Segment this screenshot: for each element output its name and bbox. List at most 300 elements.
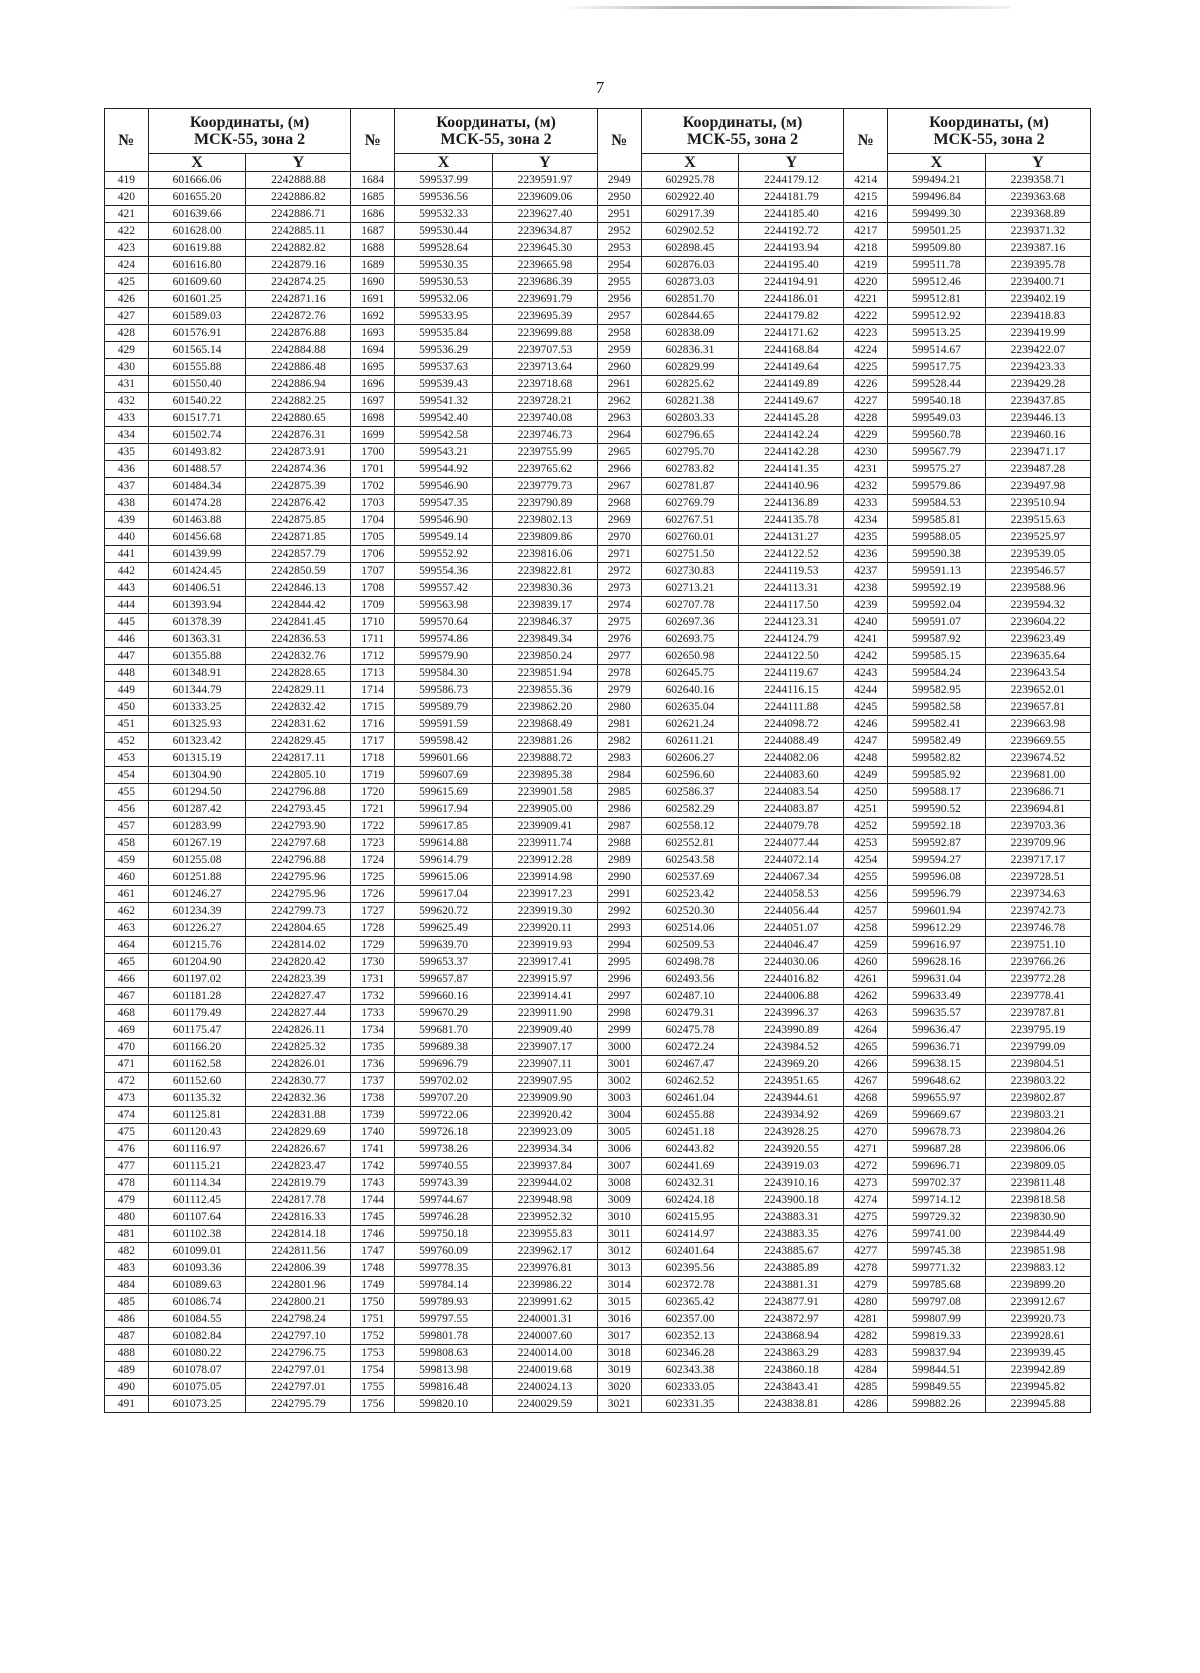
point-number: 462 (105, 903, 149, 920)
y-value: 2244058.53 (739, 886, 844, 903)
x-value: 599707.20 (395, 1090, 493, 1107)
x-value: 602917.39 (641, 206, 739, 223)
table-row (105, 682, 1091, 699)
x-value: 602844.65 (641, 308, 739, 325)
y-value: 2240014.00 (492, 1345, 597, 1362)
x-value: 602331.35 (641, 1396, 739, 1413)
y-value: 2243920.55 (739, 1141, 844, 1158)
x-value: 599614.88 (395, 835, 493, 852)
y-value: 2239899.20 (985, 1277, 1090, 1294)
y-value: 2242846.13 (246, 580, 351, 597)
x-value: 601267.19 (148, 835, 246, 852)
point-number: 4266 (844, 1056, 888, 1073)
point-number: 475 (105, 1124, 149, 1141)
point-number: 2956 (597, 291, 641, 308)
y-value: 2239627.40 (492, 206, 597, 223)
x-value: 599837.94 (888, 1345, 986, 1362)
x-value: 601576.91 (148, 325, 246, 342)
y-value: 2239728.21 (492, 393, 597, 410)
y-value: 2239766.26 (985, 954, 1090, 971)
table-row (105, 1192, 1091, 1209)
x-value: 601283.99 (148, 818, 246, 835)
point-number: 4223 (844, 325, 888, 342)
x-value: 599494.21 (888, 172, 986, 189)
y-value: 2244149.67 (739, 393, 844, 410)
x-value: 602713.21 (641, 580, 739, 597)
x-value: 602467.47 (641, 1056, 739, 1073)
y-value: 2239920.11 (492, 920, 597, 937)
x-value: 599615.06 (395, 869, 493, 886)
x-value: 601080.22 (148, 1345, 246, 1362)
x-value: 601666.06 (148, 172, 246, 189)
y-value: 2242823.39 (246, 971, 351, 988)
x-value: 599816.48 (395, 1379, 493, 1396)
y-value: 2242876.88 (246, 325, 351, 342)
y-value: 2244192.72 (739, 223, 844, 240)
x-value: 599702.02 (395, 1073, 493, 1090)
x-value: 601304.90 (148, 767, 246, 784)
y-value: 2239948.98 (492, 1192, 597, 1209)
x-value: 599542.58 (395, 427, 493, 444)
x-value: 601565.14 (148, 342, 246, 359)
x-value: 599592.18 (888, 818, 986, 835)
table-row (105, 920, 1091, 937)
y-value: 2239740.08 (492, 410, 597, 427)
x-value: 599589.79 (395, 699, 493, 716)
x-value: 599617.04 (395, 886, 493, 903)
y-value: 2239635.64 (985, 648, 1090, 665)
point-number: 4215 (844, 189, 888, 206)
y-value: 2244117.50 (739, 597, 844, 614)
x-value: 602898.45 (641, 240, 739, 257)
y-value: 2239986.22 (492, 1277, 597, 1294)
x-value: 599591.59 (395, 716, 493, 733)
y-value: 2243910.16 (739, 1175, 844, 1192)
y-value: 2242817.11 (246, 750, 351, 767)
y-value: 2242879.16 (246, 257, 351, 274)
point-number: 2996 (597, 971, 641, 988)
x-value: 599587.92 (888, 631, 986, 648)
y-value: 2239911.74 (492, 835, 597, 852)
y-value: 2244185.40 (739, 206, 844, 223)
header-y: Y (492, 154, 597, 172)
y-value: 2239699.88 (492, 325, 597, 342)
point-number: 4217 (844, 223, 888, 240)
point-number: 2980 (597, 699, 641, 716)
table-row (105, 1124, 1091, 1141)
y-value: 2239510.94 (985, 495, 1090, 512)
y-value: 2244179.12 (739, 172, 844, 189)
point-number: 1729 (351, 937, 395, 954)
point-number: 1692 (351, 308, 395, 325)
x-value: 601197.02 (148, 971, 246, 988)
point-number: 4251 (844, 801, 888, 818)
y-value: 2239944.02 (492, 1175, 597, 1192)
point-number: 452 (105, 733, 149, 750)
point-number: 451 (105, 716, 149, 733)
y-value: 2244179.82 (739, 308, 844, 325)
y-value: 2239952.32 (492, 1209, 597, 1226)
point-number: 1743 (351, 1175, 395, 1192)
y-value: 2239920.42 (492, 1107, 597, 1124)
table-row (105, 903, 1091, 920)
table-row (105, 835, 1091, 852)
y-value: 2239907.11 (492, 1056, 597, 1073)
y-value: 2242888.88 (246, 172, 351, 189)
table-row (105, 478, 1091, 495)
point-number: 2958 (597, 325, 641, 342)
y-value: 2239937.84 (492, 1158, 597, 1175)
y-value: 2239652.01 (985, 682, 1090, 699)
x-value: 602596.60 (641, 767, 739, 784)
point-number: 3018 (597, 1345, 641, 1362)
point-number: 1731 (351, 971, 395, 988)
x-value: 599528.44 (888, 376, 986, 393)
point-number: 448 (105, 665, 149, 682)
x-value: 601502.74 (148, 427, 246, 444)
y-value: 2244145.28 (739, 410, 844, 427)
y-value: 2239803.22 (985, 1073, 1090, 1090)
x-value: 599582.82 (888, 750, 986, 767)
header-coordinates-title: Координаты, (м) (436, 114, 556, 131)
y-value: 2239909.40 (492, 1022, 597, 1039)
table-row (105, 750, 1091, 767)
point-number: 423 (105, 240, 149, 257)
table-row (105, 1073, 1091, 1090)
x-value: 602606.27 (641, 750, 739, 767)
x-value: 601175.47 (148, 1022, 246, 1039)
x-value: 602821.38 (641, 393, 739, 410)
point-number: 4250 (844, 784, 888, 801)
point-number: 4218 (844, 240, 888, 257)
x-value: 601363.31 (148, 631, 246, 648)
x-value: 602479.31 (641, 1005, 739, 1022)
x-value: 602462.52 (641, 1073, 739, 1090)
table-row (105, 1311, 1091, 1328)
point-number: 471 (105, 1056, 149, 1073)
x-value: 599549.14 (395, 529, 493, 546)
y-value: 2239844.49 (985, 1226, 1090, 1243)
x-value: 602640.16 (641, 682, 739, 699)
x-value: 599681.70 (395, 1022, 493, 1039)
point-number: 1722 (351, 818, 395, 835)
point-number: 2994 (597, 937, 641, 954)
point-number: 2972 (597, 563, 641, 580)
y-value: 2242829.69 (246, 1124, 351, 1141)
x-value: 602586.37 (641, 784, 739, 801)
y-value: 2242844.42 (246, 597, 351, 614)
y-value: 2244006.88 (739, 988, 844, 1005)
x-value: 599807.99 (888, 1311, 986, 1328)
x-value: 602357.00 (641, 1311, 739, 1328)
y-value: 2242805.10 (246, 767, 351, 784)
point-number: 2987 (597, 818, 641, 835)
x-value: 602372.78 (641, 1277, 739, 1294)
point-number: 442 (105, 563, 149, 580)
x-value: 599586.73 (395, 682, 493, 699)
y-value: 2239795.19 (985, 1022, 1090, 1039)
y-value: 2243883.35 (739, 1226, 844, 1243)
point-number: 3005 (597, 1124, 641, 1141)
y-value: 2239917.41 (492, 954, 597, 971)
point-number: 2967 (597, 478, 641, 495)
point-number: 4279 (844, 1277, 888, 1294)
point-number: 4267 (844, 1073, 888, 1090)
point-number: 4237 (844, 563, 888, 580)
y-value: 2239358.71 (985, 172, 1090, 189)
header-coordinate-system: МСК-55, зона 2 (440, 131, 552, 148)
x-value: 602829.99 (641, 359, 739, 376)
header-coordinates (641, 109, 844, 154)
x-value: 599729.32 (888, 1209, 986, 1226)
point-number: 1694 (351, 342, 395, 359)
x-value: 601135.32 (148, 1090, 246, 1107)
x-value: 599536.56 (395, 189, 493, 206)
table-row (105, 1005, 1091, 1022)
point-number: 483 (105, 1260, 149, 1277)
point-number: 4260 (844, 954, 888, 971)
x-value: 599509.80 (888, 240, 986, 257)
y-value: 2243863.29 (739, 1345, 844, 1362)
point-number: 1736 (351, 1056, 395, 1073)
x-value: 599530.53 (395, 274, 493, 291)
x-value: 599740.55 (395, 1158, 493, 1175)
x-value: 599801.78 (395, 1328, 493, 1345)
point-number: 1698 (351, 410, 395, 427)
y-value: 2239694.81 (985, 801, 1090, 818)
y-value: 2243984.52 (739, 1039, 844, 1056)
y-value: 2239802.13 (492, 512, 597, 529)
y-value: 2239604.22 (985, 614, 1090, 631)
x-value: 601086.74 (148, 1294, 246, 1311)
y-value: 2244030.06 (739, 954, 844, 971)
x-value: 599819.33 (888, 1328, 986, 1345)
table-row (105, 716, 1091, 733)
y-value: 2243969.20 (739, 1056, 844, 1073)
x-value: 601616.80 (148, 257, 246, 274)
x-value: 602838.09 (641, 325, 739, 342)
y-value: 2242875.39 (246, 478, 351, 495)
y-value: 2239669.55 (985, 733, 1090, 750)
x-value: 602730.83 (641, 563, 739, 580)
x-value: 601323.42 (148, 733, 246, 750)
y-value: 2239945.88 (985, 1396, 1090, 1413)
point-number: 457 (105, 818, 149, 835)
point-number: 4226 (844, 376, 888, 393)
x-value: 601493.82 (148, 444, 246, 461)
x-value: 601112.45 (148, 1192, 246, 1209)
point-number: 1687 (351, 223, 395, 240)
point-number: 3012 (597, 1243, 641, 1260)
x-value: 599579.90 (395, 648, 493, 665)
point-number: 479 (105, 1192, 149, 1209)
point-number: 469 (105, 1022, 149, 1039)
y-value: 2239914.98 (492, 869, 597, 886)
point-number: 422 (105, 223, 149, 240)
x-value: 599542.40 (395, 410, 493, 427)
point-number: 1725 (351, 869, 395, 886)
x-value: 602922.40 (641, 189, 739, 206)
point-number: 476 (105, 1141, 149, 1158)
point-number: 449 (105, 682, 149, 699)
point-number: 1754 (351, 1362, 395, 1379)
point-number: 2959 (597, 342, 641, 359)
x-value: 599540.18 (888, 393, 986, 410)
x-value: 599743.39 (395, 1175, 493, 1192)
x-value: 602514.06 (641, 920, 739, 937)
point-number: 1746 (351, 1226, 395, 1243)
y-value: 2243838.81 (739, 1396, 844, 1413)
x-value: 601628.00 (148, 223, 246, 240)
y-value: 2239804.51 (985, 1056, 1090, 1073)
y-value: 2239703.36 (985, 818, 1090, 835)
y-value: 2239803.21 (985, 1107, 1090, 1124)
x-value: 601655.20 (148, 189, 246, 206)
point-number: 440 (105, 529, 149, 546)
point-number: 1701 (351, 461, 395, 478)
y-value: 2242804.65 (246, 920, 351, 937)
x-value: 601246.27 (148, 886, 246, 903)
point-number: 2993 (597, 920, 641, 937)
y-value: 2239850.24 (492, 648, 597, 665)
x-value: 599549.03 (888, 410, 986, 427)
y-value: 2242817.78 (246, 1192, 351, 1209)
point-number: 1711 (351, 631, 395, 648)
point-number: 491 (105, 1396, 149, 1413)
table-row (105, 1141, 1091, 1158)
point-number: 2970 (597, 529, 641, 546)
x-value: 599784.14 (395, 1277, 493, 1294)
point-number: 1721 (351, 801, 395, 818)
point-number: 1730 (351, 954, 395, 971)
point-number: 2986 (597, 801, 641, 818)
x-value: 602415.95 (641, 1209, 739, 1226)
y-value: 2240024.13 (492, 1379, 597, 1396)
y-value: 2242798.24 (246, 1311, 351, 1328)
point-number: 482 (105, 1243, 149, 1260)
x-value: 599537.99 (395, 172, 493, 189)
point-number: 2953 (597, 240, 641, 257)
y-value: 2239686.71 (985, 784, 1090, 801)
x-value: 599607.69 (395, 767, 493, 784)
x-value: 599592.04 (888, 597, 986, 614)
x-value: 601073.25 (148, 1396, 246, 1413)
point-number: 3020 (597, 1379, 641, 1396)
y-value: 2239751.10 (985, 937, 1090, 954)
header-y: Y (985, 154, 1090, 172)
y-value: 2239809.05 (985, 1158, 1090, 1175)
y-value: 2242831.62 (246, 716, 351, 733)
point-number: 428 (105, 325, 149, 342)
point-number: 435 (105, 444, 149, 461)
x-value: 599582.49 (888, 733, 986, 750)
y-value: 2242826.01 (246, 1056, 351, 1073)
x-value: 602475.78 (641, 1022, 739, 1039)
y-value: 2242823.47 (246, 1158, 351, 1175)
x-value: 599567.79 (888, 444, 986, 461)
x-value: 599532.06 (395, 291, 493, 308)
y-value: 2242857.79 (246, 546, 351, 563)
table-row (105, 240, 1091, 257)
header-coordinate-system: МСК-55, зона 2 (194, 131, 306, 148)
point-number: 4225 (844, 359, 888, 376)
header-number: № (597, 109, 641, 172)
point-number: 3001 (597, 1056, 641, 1073)
table-row (105, 172, 1091, 189)
y-value: 2239804.26 (985, 1124, 1090, 1141)
point-number: 4220 (844, 274, 888, 291)
table-row (105, 1294, 1091, 1311)
y-value: 2244124.79 (739, 631, 844, 648)
y-value: 2239945.82 (985, 1379, 1090, 1396)
point-number: 2990 (597, 869, 641, 886)
point-number: 4253 (844, 835, 888, 852)
y-value: 2239779.73 (492, 478, 597, 495)
y-value: 2243885.89 (739, 1260, 844, 1277)
y-value: 2239734.63 (985, 886, 1090, 903)
x-value: 601609.60 (148, 274, 246, 291)
point-number: 4276 (844, 1226, 888, 1243)
x-value: 599575.27 (888, 461, 986, 478)
x-value: 599590.52 (888, 801, 986, 818)
table-row (105, 784, 1091, 801)
x-value: 602543.58 (641, 852, 739, 869)
x-value: 599601.66 (395, 750, 493, 767)
x-value: 602582.29 (641, 801, 739, 818)
y-value: 2242796.88 (246, 852, 351, 869)
y-value: 2239460.16 (985, 427, 1090, 444)
point-number: 1727 (351, 903, 395, 920)
x-value: 602414.97 (641, 1226, 739, 1243)
y-value: 2244083.87 (739, 801, 844, 818)
x-value: 599596.79 (888, 886, 986, 903)
y-value: 2242886.82 (246, 189, 351, 206)
x-value: 602697.36 (641, 614, 739, 631)
x-value: 601234.39 (148, 903, 246, 920)
table-row (105, 1396, 1091, 1413)
point-number: 4219 (844, 257, 888, 274)
point-number: 1712 (351, 648, 395, 665)
x-value: 599584.53 (888, 495, 986, 512)
x-value: 599582.58 (888, 699, 986, 716)
y-value: 2239868.49 (492, 716, 597, 733)
point-number: 1716 (351, 716, 395, 733)
y-value: 2239919.93 (492, 937, 597, 954)
y-value: 2242872.76 (246, 308, 351, 325)
table-row (105, 410, 1091, 427)
y-value: 2239663.98 (985, 716, 1090, 733)
point-number: 1691 (351, 291, 395, 308)
x-value: 599722.06 (395, 1107, 493, 1124)
point-number: 1728 (351, 920, 395, 937)
table-row (105, 733, 1091, 750)
point-number: 4258 (844, 920, 888, 937)
y-value: 2242886.71 (246, 206, 351, 223)
point-number: 436 (105, 461, 149, 478)
y-value: 2244098.72 (739, 716, 844, 733)
y-value: 2239962.17 (492, 1243, 597, 1260)
x-value: 602537.69 (641, 869, 739, 886)
x-value: 602395.56 (641, 1260, 739, 1277)
point-number: 4282 (844, 1328, 888, 1345)
x-value: 599702.37 (888, 1175, 986, 1192)
table-row (105, 988, 1091, 1005)
y-value: 2239855.36 (492, 682, 597, 699)
x-value: 599554.36 (395, 563, 493, 580)
x-value: 599750.18 (395, 1226, 493, 1243)
point-number: 1742 (351, 1158, 395, 1175)
point-number: 1710 (351, 614, 395, 631)
